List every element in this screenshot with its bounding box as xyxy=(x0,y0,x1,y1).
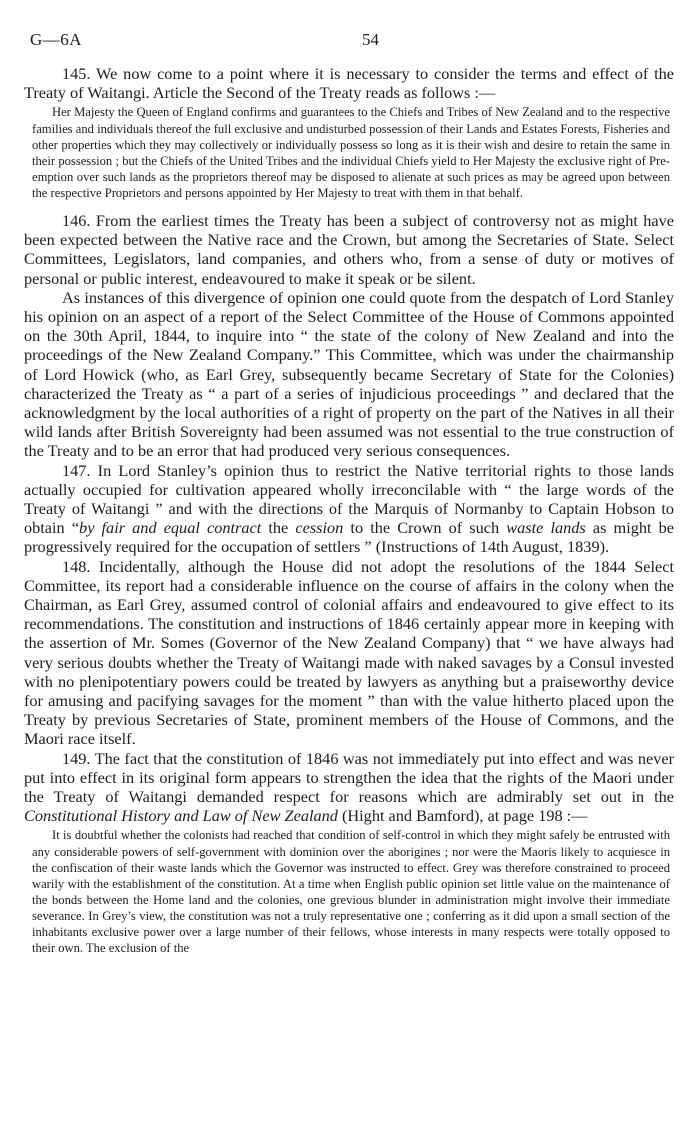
paragraph-147: 147. In Lord Stanley’s opinion thus to restrict the Native territorial rights to those lands actually occupied for cultivation appeared wholly irreconcilable with “ the large words of the Treaty of Waitangi ” and with the directions of the Marquis of Normanby to Captain Hobson to obtain “by fair and equal contract the cession to the Crown of such waste lands as might be progressively required for the occupation of settlers ” (Instructions of 14th August, 1839). xyxy=(24,460,675,557)
quote-hight-bamford: It is doubtful whether the colonists had reached that condition of self-control in which they might safely be entrusted with any considerable powers of self-government with dominion over the aborigines ; nor were the Maoris likely to acquiesce in the confiscation of their waste lands which the Governor was instructed to effect. Grey was therefore constrained to proceed warily with the establishment of the constitution. At a time when English public opinion set little value on the maintenance of the bonds between the Home land and the colonies, one grevious blunder in administration might involve their immediate severance. In Grey’s view, the constitution was not a truly representative one ; conferring as it did upon a small section of the inhabitants exclusive power over a large number of their fellows, whose interests in many respects were totally opposed to their own. The exclusion of the xyxy=(32,828,670,956)
italic-fair-contract: by fair and equal contract xyxy=(79,518,262,538)
italic-waste-lands: waste lands xyxy=(506,518,586,538)
paragraph-149-text: 149. The fact that the constitution of 1846 was not immediately put into effect and was never put into effect in its original form appears to strengthen the idea that the rights of the Maori under the Treaty of Waitangi demanded respect for reasons which are admirably set out in the xyxy=(24,748,674,807)
document-reference: G—6A xyxy=(30,30,83,49)
page-number: 54 xyxy=(362,30,379,49)
paragraph-147-text: 147. In Lord Stanley’s opinion thus to restrict the Native territorial rights to those lands actually occupied for cultivation appeared wholly irreconcilable with “ the large words of the Treaty of Waitangi ” and with the directions of the Marquis of Normanby to Captain Hobson to obtain “ xyxy=(24,460,674,538)
paragraph-148: 148. Incidentally, although the House did not adopt the resolutions of the 1844 Select Committee, its report had a considerable influence on the course of affairs in the colony when the Chairman, as Earl Grey, assumed control of colonial affairs and endeavoured to give effect to its recommendations. The constitution and instructions of 1846 certainly appear more in keeping with the assertion of Mr. Somes (Governor of the New Zealand Company) that “ we have always had very serious doubts whether the Treaty of Waitangi made with naked savages by a Consul invested with no plenipotentiary powers could be treated by lawyers as anything but a praiseworthy device for amusing and pacifying savages for the moment ” than with the value hitherto placed upon the Treaty by previous Secretaries of State, prominent members of the House of Commons, and the Maori race itself. xyxy=(24,556,674,749)
paragraph-149: 149. The fact that the constitution of 1846 was not immediately put into effect and was never put into effect in its original form appears to strengthen the idea that the rights of the Maori under the Treaty of Waitangi demanded respect for reasons which are admirably set out in the Constitutional History and Law of New Zealand (Hight and Bamford), at page 198 :— xyxy=(24,748,674,826)
italic-book-title: Constitutional History and Law of New Zealand xyxy=(24,806,338,826)
paragraph-146: 146. From the earliest times the Treaty has been a subject of controversy not as might have been expected between the Native race and the Crown, but among the Secretaries of State. Select Committees, Legislators, land companies, and others who, from a sense of duty or motives of personal or public interest, endeavoured to make it speak or be silent. xyxy=(24,210,674,288)
paragraph-146-continued: As instances of this divergence of opinion one could quote from the despatch of Lord Stanley his opinion on an aspect of a report of the Select Committee of the House of Commons appointed on the 30th April, 1844, to inquire into “ the state of the colony of New Zealand and into the proceedings of the New Zealand Company.” This Committee, which was under the chairmanship of Lord Howick (who, as Earl Grey, subsequently became Secretary of State for the Colonies) characterized the Treaty as “ a part of a series of injudicious proceedings ” and declared that the acknowledgment by the local authorities of a right of property on the part of the Natives in all their wild lands after British Sovereignty had been assumed was not essential to the true construction of the Treaty and to be an error that had produced very serious consequences. xyxy=(24,287,674,461)
italic-cession: cession xyxy=(295,518,344,538)
quote-treaty-article-second: Her Majesty the Queen of England confirms and guarantees to the Chiefs and Tribes of New Zealand and to the respective families and individuals thereof the full exclusive and undisturbed possession of their Lands and Estates Forests, Fisheries and other properties which they may collectively or individually possess so long as it is their wish and desire to retain the same in their possession ; but the Chiefs of the United Tribes and the individual Chiefs yield to Her Majesty the exclusive right of Pre-emption over such lands as the proprietors thereof may be disposed to alienate at such prices as may be agreed upon between the respective Proprietors and persons appointed by Her Majesty to treat with them in that behalf. xyxy=(32,105,670,200)
page-header xyxy=(24,30,674,64)
paragraph-145: 145. We now come to a point where it is necessary to consider the terms and effect of the Treaty of Waitangi. Article the Second of the Treaty reads as follows :— xyxy=(24,64,674,103)
